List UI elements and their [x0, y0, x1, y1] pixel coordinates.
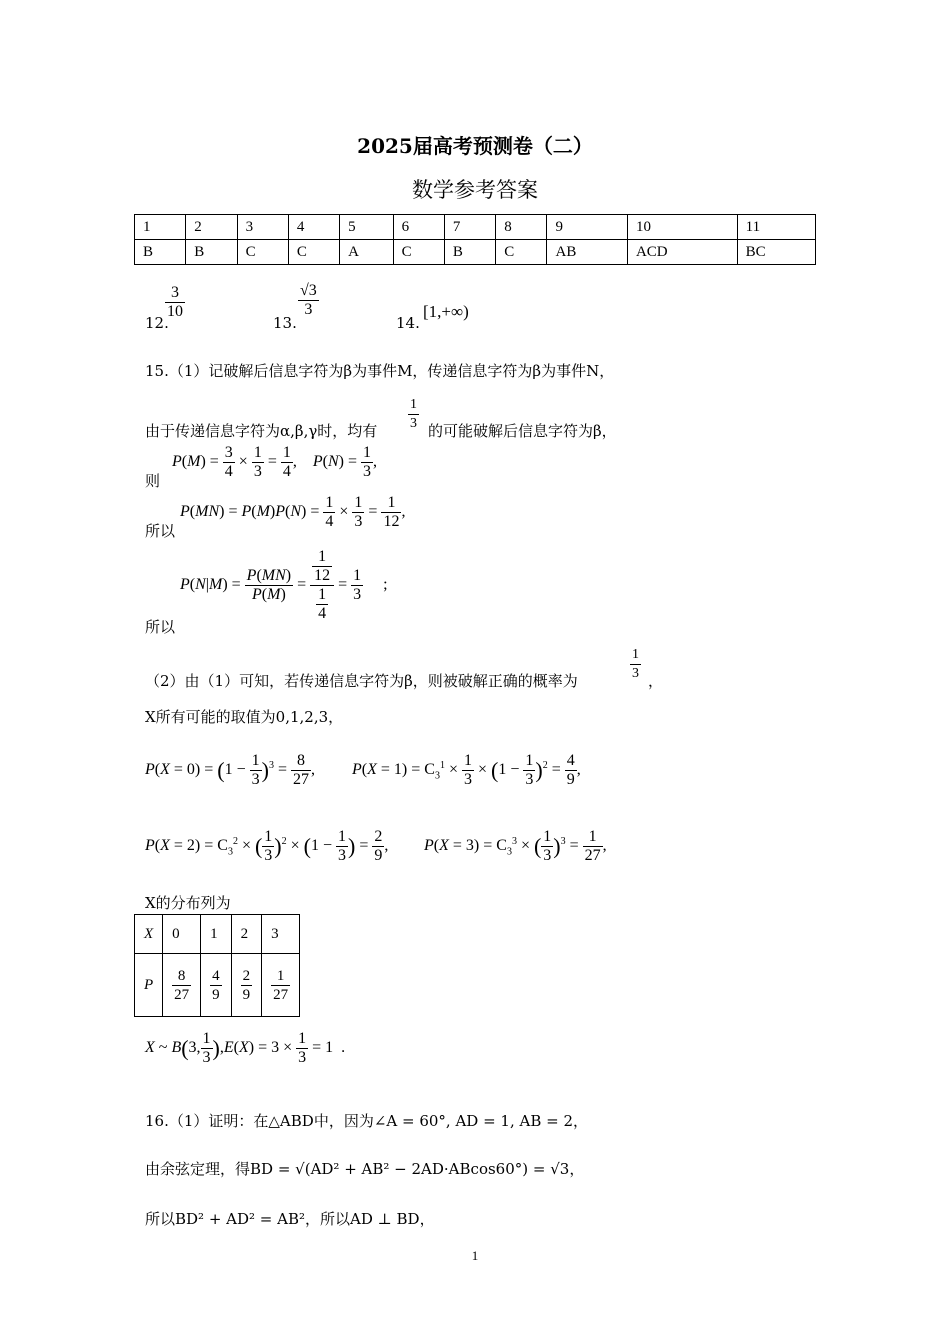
dist-p-value: $\frac{4}{9}$ — [201, 954, 232, 1017]
q16-line-3: 所以BD² + AD² = AB²，所以AD ⊥ BD， — [145, 1210, 435, 1228]
dist-x-value: 0 — [163, 915, 201, 954]
answer-number: 6 — [393, 215, 444, 240]
dist-x-header: X — [135, 915, 163, 954]
distribution-table — [134, 914, 300, 1017]
q15-line-2a: 由于传递信息字符为α,β,γ时，均有 — [145, 422, 378, 440]
q15-px2-formula: $P(X = 2) = C_3^2$ × ( $\frac{1}{3}$ )$^2$ × (1 − $\frac{1}{3}$ ) = $\frac{2}{9}$ , — [145, 828, 389, 864]
answer-number: 4 — [288, 215, 339, 240]
q15-px3-formula: $P(X = 3) = C_3^3$ × ( $\frac{1}{3}$ )$^3$ = $\frac{1}{27}$ , — [424, 828, 607, 864]
answer-value: A — [340, 240, 394, 265]
answer-number: 7 — [444, 215, 495, 240]
dist-x-value: 1 — [201, 915, 232, 954]
q15-px0-formula: P(X = 0) = (1 − $\frac{1}{3}$ )$^3$ = $\frac{8}{27}$ , — [145, 752, 315, 788]
q13-numerator: √3 — [300, 282, 317, 299]
answer-number: 5 — [340, 215, 394, 240]
q15-expectation-formula: X ~ B(3, $\frac{1}{3}$ ),E(X) = 3 × $\frac{1}{3}$ = 1 . — [145, 1030, 346, 1066]
answer-number: 2 — [186, 215, 237, 240]
answer-value: B — [135, 240, 186, 265]
answer-value: AB — [547, 240, 627, 265]
q16-line-2: 由余弦定理，得BD = √(AD² + AB² − 2AD·ABcos60°) = √3， — [145, 1160, 585, 1178]
answer-value: C — [288, 240, 339, 265]
q15-part2-b: ， — [648, 672, 664, 690]
dist-x-value: 2 — [231, 915, 262, 954]
q15-dist-caption: X的分布列为 — [145, 894, 231, 912]
answer-number: 9 — [547, 215, 627, 240]
answer-table-number-row — [135, 215, 816, 240]
answer-table-answer-row — [135, 240, 816, 265]
dist-p-value: $\frac{8}{27}$ — [163, 954, 201, 1017]
answer-value: C — [496, 240, 547, 265]
q16-line-1: 16.（1）证明：在△ABD中，因为∠A = 60°, AD = 1, AB = 2， — [145, 1112, 588, 1130]
answer-number: 10 — [627, 215, 737, 240]
q13-label: 13. — [273, 314, 297, 332]
q15-part2-a: （2）由（1）可知，若传递信息字符为β，则被破解正确的概率为 — [145, 672, 578, 690]
q15-pmn-formula: P(MN) = P(M)P(N) = $\frac{1}{4}$ × $\frac{1}{3}$ = $\frac{1}{12}$ , — [180, 494, 406, 530]
answer-value: C — [393, 240, 444, 265]
answer-value: ACD — [627, 240, 737, 265]
distribution-x-row — [135, 915, 300, 954]
dist-p-header: P — [135, 954, 163, 1017]
answer-table — [134, 214, 816, 265]
answer-value: B — [186, 240, 237, 265]
q15-suoyi-1: 所以 — [145, 522, 176, 540]
q12-answer — [165, 284, 185, 321]
one-third-fraction: $\frac{1}{3}$ — [410, 397, 417, 431]
page-subtitle: 数学参考答案 — [412, 178, 538, 202]
q15-line-2b: 的可能破解后信息字符为β， — [428, 422, 617, 440]
q12-numerator: 3 — [165, 284, 185, 303]
q12-denominator: 10 — [167, 303, 183, 320]
q15-px1-formula: $P(X = 1) = C_3^1$ × $\frac{1}{3}$ × (1 − $\frac{1}{3}$ )$^2$ = $\frac{4}{9}$ , — [352, 752, 581, 788]
q13-denominator: 3 — [304, 301, 313, 318]
answer-number: 8 — [496, 215, 547, 240]
page-number: 1 — [471, 1248, 479, 1263]
dist-p-value: $\frac{1}{27}$ — [262, 954, 300, 1017]
q14-label: 14. — [396, 314, 420, 332]
q15-x-values: X所有可能的取值为0,1,2,3， — [145, 708, 344, 726]
answer-value: B — [444, 240, 495, 265]
dist-p-value: $\frac{2}{9}$ — [231, 954, 262, 1017]
answer-value: BC — [737, 240, 815, 265]
q15-line-1: 15.（1）记破解后信息字符为β为事件M，传递信息字符为β为事件N， — [145, 362, 615, 380]
q15-ze: 则 — [145, 472, 161, 490]
distribution-p-row — [135, 954, 300, 1017]
one-third-fraction: $\frac{1}{3}$ — [632, 647, 639, 681]
q15-suoyi-2: 所以 — [145, 618, 176, 636]
answer-number: 1 — [135, 215, 186, 240]
q14-answer: [1,+∞) — [423, 302, 469, 321]
answer-value: C — [237, 240, 288, 265]
answer-number: 3 — [237, 215, 288, 240]
dist-x-value: 3 — [262, 915, 300, 954]
q15-pnm-formula: P(N|M) = $\frac{P(MN)}{P(M)}$ = $\frac{\frac{1}{12}}{\frac{1}{4}}$ = $\frac{1}{3}$ ; — [180, 548, 388, 622]
q13-answer — [298, 282, 319, 319]
q12-label: 12. — [145, 314, 169, 332]
q15-pm-formula: P(M) = $\frac{3}{4}$ × $\frac{1}{3}$ = $\frac{1}{4}$ , P(N) = $\frac{1}{3}$ , — [172, 444, 377, 480]
answer-number: 11 — [737, 215, 815, 240]
page-title: 2025届高考预测卷（二） — [357, 134, 593, 158]
